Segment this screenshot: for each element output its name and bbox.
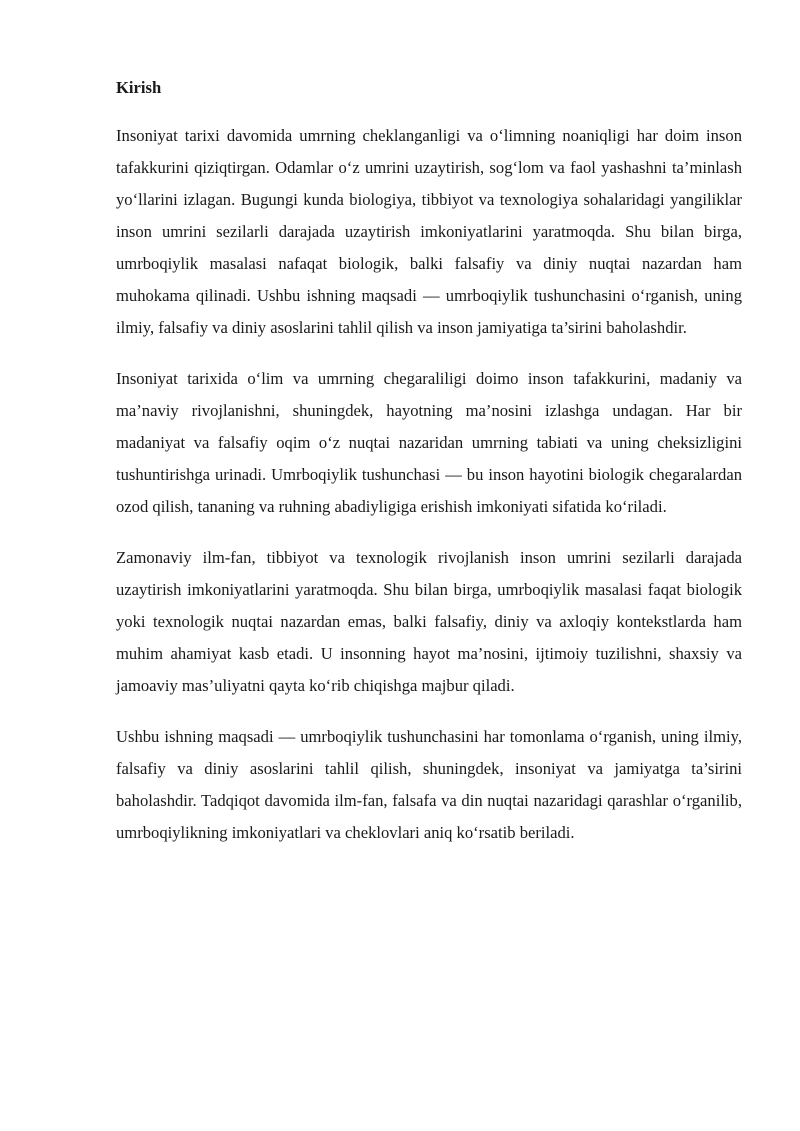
section-heading: Kirish <box>116 78 162 97</box>
document-body <box>116 74 742 868</box>
paragraph-1: Insoniyat tarixi davomida umrning cheklanganligi va o‘limning noaniqligi har doim inson tafakkurini qiziqtirgan. Odamlar o‘z umrini uzaytirish, sog‘lom va faol yashashni ta’minlash yo‘llarini izlagan. Bugungi kunda biologiya, tibbiyot va texnologiya sohalaridagi yangiliklar inson umrini sezilarli darajada uzaytirish imkoniyatlarini yaratmoqda. Shu bilan birga, umrboqiylik masalasi nafaqat biologik, balki falsafiy va diniy nuqtai nazardan ham muhokama qilinadi. Ushbu ishning maqsadi — umrboqiylik tushunchasini o‘rganish, uning ilmiy, falsafiy va diniy asoslarini tahlil qilish va inson jamiyatiga ta’sirini baholashdir. <box>116 126 742 337</box>
paragraph-4: Ushbu ishning maqsadi — umrboqiylik tushunchasini har tomonlama o‘rganish, uning ilmiy, falsafiy va diniy asoslarini tahlil qilish, shuningdek, insoniyat va jamiyatga ta’sirini baholashdir. Tadqiqot davomida ilm-fan, falsafa va din nuqtai nazaridagi qarashlar o‘rganilib, umrboqiylikning imkoniyatlari va cheklovlari aniq ko‘rsatib beriladi. <box>116 727 742 842</box>
paragraph-2: Insoniyat tarixida o‘lim va umrning chegaraliligi doimo inson tafakkurini, madaniy va ma’naviy rivojlanishni, shuningdek, hayotning ma’nosini izlashga undagan. Har bir madaniyat va falsafiy oqim o‘z nuqtai nazaridan umrning tabiati va uning cheksizligini tushuntirishga urinadi. Umrboqiylik tushunchasi — bu inson hayotini biologik chegaralardan ozod qilish, tananing va ruhning abadiyligiga erishish imkoniyati sifatida ko‘riladi. <box>116 369 742 516</box>
paragraph-3: Zamonaviy ilm-fan, tibbiyot va texnologik rivojlanish inson umrini sezilarli darajada uzaytirish imkoniyatlarini yaratmoqda. Shu bilan birga, umrboqiylik masalasi faqat biologik yoki texnologik nuqtai nazardan emas, balki falsafiy, diniy va axloqiy kontekstlarda ham muhim ahamiyat kasb etadi. U insonning hayot ma’nosini, ijtimoiy tuzilishni, shaxsiy va jamoaviy mas’uliyatni qayta ko‘rib chiqishga majbur qiladi. <box>116 548 742 695</box>
